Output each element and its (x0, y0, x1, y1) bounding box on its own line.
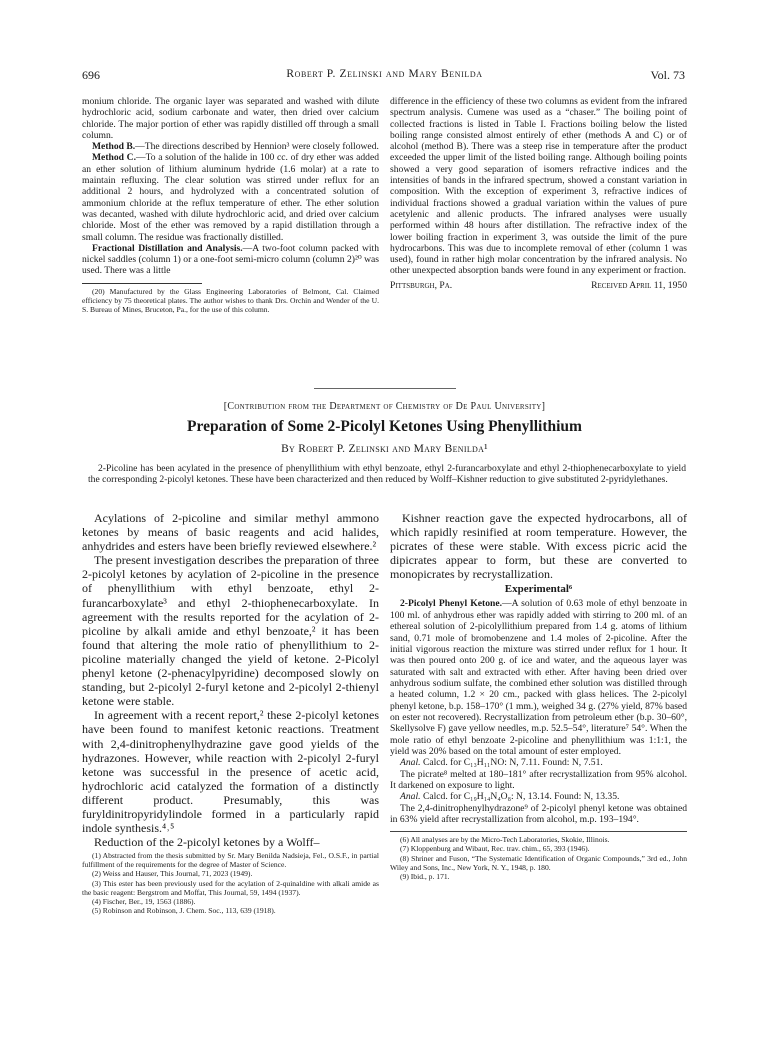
received-date: Received April 11, 1950 (591, 279, 687, 291)
contribution-line: [Contribution from the Department of Chemistry of De Paul University] (223, 401, 546, 412)
anal-text: Calcd. for C₁₉H₁₄N₄O₈: N, 13.14. Found: N, 13.35. (422, 791, 620, 803)
phenyl-ketone-prep (390, 598, 687, 757)
abstract: 2-Picoline has been acylated in the presence of phenyllithium with ethyl benzoate, ethyl 2-furancarboxylate and ethyl 2-thiophenecarboxylate to yield the corresponding 2-picolyl ketones. These have been characterized and then reduced by Wolff–Kishner reduction to give substituted 2-pyridylethanes. (88, 463, 686, 486)
footnote-2: (2) Weiss and Hauser, This Journal, 71, 2023 (1949). (92, 869, 253, 879)
anal-label: Anal. (400, 757, 421, 769)
page-number: 696 (82, 68, 100, 82)
experimental-heading: Experimental⁶ (504, 583, 573, 596)
footnote-5: (5) Robinson and Robinson, J. Chem. Soc., 113, 639 (1918). (92, 905, 276, 915)
fractional-distillation (82, 243, 379, 277)
footnote-7: (7) Kloppenburg and Wibaut, Rec. trav. chim., 65, 393 (1946). (400, 844, 590, 854)
footnote-20 (82, 287, 379, 314)
footnote-3: (3) This ester has been previously used for the acylation of 2-quinaldine with alkali amide as the basic reagent: Bergstrom and Moffat, This Journal, 59, 1494 (1937). (82, 878, 379, 897)
footnote-4: (4) Fischer, Ber., 19, 1563 (1886). (92, 896, 196, 906)
ketonic-paragraph: In agreement with a recent report,² these 2-picolyl ketones have been found to manifest ketonic reactions. Treatment with 2,4-dinitrophenylhydrazine gave good yields of the hydrazones. However, while reaction with 2-picolyl 2-furyl ketone was successful in the presence of acetic acid, hydrochloric acid catalyzed the formation of a distinctly different product. Presumably, this was furyldinitropyridylindole formed in a particularly rapid indole synthesis.⁴˒⁵ (82, 708, 379, 836)
anal-text: Calcd. for C₁₃H₁₁NO: N, 7.11. Found: N, 7.51. (422, 757, 603, 769)
method-b-text: —The directions described by Hennion³ were closely followed. (135, 141, 379, 153)
footnote-8: (8) Shriner and Fuson, “The Systematic Identification of Organic Compounds,” 3rd ed., John Wiley and Sons, Inc., New York, N. Y., 1948, p. 180. (390, 853, 687, 872)
footnote-6: (6) All analyses are by the Micro-Tech Laboratories, Skokie, Illinois. (400, 835, 610, 845)
analysis-1 (390, 757, 687, 768)
article-authors: By Robert P. Zelinski and Mary Benilda¹ (281, 443, 488, 455)
frac-text: —A two-foot column packed with nickel saddles (column 1) or a one-foot semi-micro column (column 2)²⁰ was used. There was a little (82, 242, 380, 277)
right-footnotes (390, 835, 687, 880)
method-b-heading: Method B. (92, 141, 136, 153)
footnote-text: (20) Manufactured by the Glass Engineering Laboratories of Belmont, Cal. Claimed efficiency by 75 theoretical plates. The author wishes to thank Drs. Orchin and Wender of the U. S. Bureau of Mines, Bruceton, Pa., for the use of this column. (82, 286, 379, 314)
article-separator (314, 388, 456, 389)
prev-left-column (82, 96, 379, 314)
prev-paragraph: monium chloride. The organic layer was separated and washed with dilute hydrochloric acid, sodium carbonate and water, then dried over calcium chloride. The major portion of ether was rapidly distilled off through a small column. (82, 96, 379, 141)
place: Pittsburgh, Pa. (390, 279, 453, 291)
method-c (82, 152, 379, 242)
footnote-divider (82, 283, 202, 284)
signoff (390, 280, 687, 291)
footnote-9: (9) Ibid., p. 171. (400, 871, 450, 881)
volume-label: Vol. 73 (650, 68, 685, 82)
article-left-column (82, 511, 379, 915)
method-c-text: —To a solution of the halide in 100 cc. of dry ether was added an ether solution of lithium aluminum hydride (1.6 molar) at a rate to maintain refluxing. The clear solution was stirred under reflux for an additional 2 hours, and hydrolyzed with a concentrated solution of ammonium chloride at the reflux temperature of ether. The ether solution was decanted, washed with dilute hydrochloric acid, and dried over calcium chloride. Most of the ether was removed by a rapid distillation through a small column. The residue was fractionally distilled. (82, 152, 380, 243)
article-title: Preparation of Some 2-Picolyl Ketones Using Phenyllithium (187, 418, 582, 435)
anal-label: Anal. (400, 791, 421, 803)
prev-right-column (390, 96, 687, 291)
frac-heading: Fractional Distillation and Analysis. (92, 242, 243, 254)
intro-paragraph: Acylations of 2-picoline and similar methyl ammono ketones by means of basic reagents and acid halides, anhydrides and esters have been briefly reviewed elsewhere.² (82, 511, 379, 554)
kishner-paragraph: Kishner reaction gave the expected hydrocarbons, all of which rapidly resinified at room temperature. However, the picrates of these were stable. With excess picric acid the dipicrates appear to form, but these are converted to monopicrates by recrystallization. (390, 511, 687, 582)
prev-right-text: difference in the efficiency of these two columns as evident from the infrared spectrum analysis. Cumene was used as a “chaser.” The boiling point of collected fractions is listed in Table I. Fractions boiling below the listed boiling range consisted almost entirely of ether (methods A and C) or of alcohol (method B). There was a steep rise in temperature after the product exceeded the upper limit of the listed boiling range. Although boiling points showed a very good separation of isomers refractive indices and the intensities of bands in the infrared spectrum, showed a constant variation in composition. With the exception of experiment 3, refractive indices of individual fractions showed a gradual variation within the values of pure acetylenic and allenic products. The infrared analyses were usually performed within 48 hours after distillation. The refractive index of the lower boiling fraction in experiment 3, was outside the limit of the pure hydrocarbons. This was due to incomplete removal of ether (column 1 was used), found in rather high molar concentration by the infrared analysis. No other unexpected absorption bands were found in any experiment or fraction. (390, 96, 687, 277)
left-footnotes (82, 851, 379, 915)
running-title: Robert P. Zelinski and Mary Benilda (286, 68, 483, 80)
prep-text: —A solution of 0.63 mole of ethyl benzoate in 100 ml. of anhydrous ether was rapidly added with stirring to 200 ml. of an ethereal solution of 2-picolyllithium prepared from 1.4 g. atoms of lithium sand, 0.71 mole of bromobenzene and 1.4 moles of 2-picoline. After the initial vigorous reaction the mixture was stirred under reflux for 1 hour. It was then poured onto 200 g. of ice and water, and the aqueous layer was saturated with salt and extracted with ether. After having been dried over anhydrous sodium sulfate, the combined ether solution was distilled through a heated column, 1.2 × 20 cm., packed with glass helices. The 2-picolyl phenyl ketone, b.p. 158–170° (1 mm.), weighed 34 g. (27% yield, 87% based on ester not recovered). Recrystallization from petroleum ether (b.p. 30–60°, Skellysolve F) gave yellow needles, m.p. 52.5–54°, literature⁷ 54°. When the mole ratio of ethyl benzoate 2-picoline and phenyllithium was 1:1:1, the yield was 20% based on the total amount of ester employed. (390, 598, 687, 757)
hydrazone-paragraph: The 2,4-dinitrophenylhydrazone⁹ of 2-picolyl phenyl ketone was obtained in 63% yield after recrystallization from alcohol, m.p. 193–194°. (390, 802, 687, 825)
footnote-divider (390, 831, 687, 832)
investigation-paragraph: The present investigation describes the preparation of three 2-picolyl ketones by acylation of 2-picoline in the presence of phenyllithium with ethyl benzoate, ethyl 2-furancarboxylate³ and ethyl 2-thiophenecarboxylate. In agreement with the results reported for the acylation of 2-picoline by alkali amide and ethyl benzoate,² it has been found that altering the mole ratio of phenyllithium to 2-picoline materially changed the yield of ketone. 2-Picolyl phenyl ketone (2-phenacylpyridine) decomposed slowly on standing, but 2-picolyl 2-furyl ketone and 2-picolyl 2-thienyl ketone were stable. (82, 553, 379, 709)
analysis-2 (390, 791, 687, 802)
method-b (82, 141, 379, 152)
reduction-paragraph: Reduction of the 2-picolyl ketones by a Wolff– (94, 835, 320, 850)
picrate-paragraph: The picrate⁸ melted at 180–181° after recrystallization from 95% alcohol. It darkened on exposure to light. (390, 768, 687, 791)
article-right-column (390, 511, 687, 881)
footnote-1: (1) Abstracted from the thesis submitted by Sr. Mary Benilda Nadsieja, Fel., O.S.F., in partial fulfillment of the requirements for the degree of Master of Science. (82, 851, 379, 870)
method-c-heading: Method C. (92, 152, 136, 164)
prep-heading: 2-Picolyl Phenyl Ketone. (400, 598, 503, 610)
